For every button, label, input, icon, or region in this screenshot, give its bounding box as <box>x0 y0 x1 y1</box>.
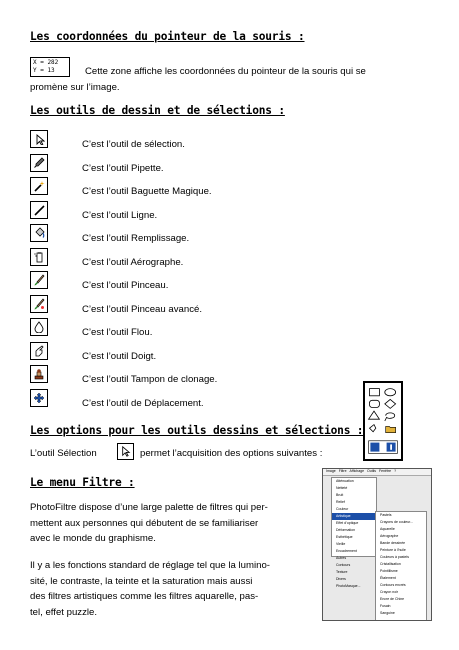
tool-button-finger[interactable] <box>30 342 48 360</box>
tool-button-fill-bucket[interactable] <box>30 224 48 242</box>
artistique-submenu-item[interactable]: Pointillisme <box>380 569 398 573</box>
filter-menu-item[interactable]: Bruit <box>336 493 344 497</box>
filter-menu-screenshot <box>322 468 432 621</box>
filter-menu-item[interactable]: Encadrement <box>336 549 357 553</box>
artistique-submenu-item[interactable]: Encre de Chine <box>380 597 405 601</box>
folder-icon <box>386 426 396 432</box>
filter-menu-item[interactable]: Netteté <box>336 486 348 490</box>
line-icon <box>33 204 45 216</box>
clone-stamp-icon <box>33 368 45 380</box>
artistique-submenu-item[interactable]: Sanguine <box>380 611 395 615</box>
artistique-submenu-item[interactable]: Contours encrés <box>380 583 406 587</box>
tool-label: C’est l’outil Pipette. <box>82 162 164 174</box>
artistique-submenu <box>375 511 427 621</box>
coord-x: X = 282 <box>33 59 59 66</box>
airbrush-icon <box>33 251 45 263</box>
artistique-submenu-item[interactable]: Aquarelle <box>380 527 395 531</box>
fill-bucket-icon <box>33 227 45 239</box>
para2-line: tel, effet puzzle. <box>30 606 98 618</box>
tool-button-magic-wand[interactable] <box>30 177 48 195</box>
tool-button-airbrush[interactable] <box>30 248 48 266</box>
menu-bar-item: Fenêtre <box>379 469 392 473</box>
filter-menu-item[interactable]: Couleur <box>336 507 349 511</box>
filter-menu-item[interactable]: Divers <box>336 577 346 581</box>
filter-menu-item[interactable]: Relief <box>336 500 345 504</box>
menu-bar-item: Image <box>326 469 336 473</box>
filter-paragraph-1 <box>30 500 320 547</box>
pipette-icon <box>33 157 45 169</box>
tool-button-selection-arrow[interactable] <box>30 130 48 148</box>
section-title-tools: Les outils de dessin et de sélections : <box>30 104 285 117</box>
finger-icon <box>33 345 45 357</box>
filter-menu-item[interactable]: Atténuation <box>336 479 354 483</box>
filter-menu-item[interactable]: PhotoMasque... <box>336 584 361 588</box>
tool-label: C’est l’outil de sélection. <box>82 139 185 150</box>
filter-menu-item[interactable]: Déformation <box>336 528 356 532</box>
blur-drop-icon <box>33 321 45 333</box>
filter-menu-item[interactable]: Contours <box>336 563 351 567</box>
advanced-brush-icon <box>33 298 45 310</box>
tool-label: C’est l’outil Pinceau. <box>82 280 169 291</box>
tool-label: C’est l’outil Doigt. <box>82 350 157 362</box>
coordinates-display <box>30 57 70 77</box>
artistique-submenu-item[interactable]: Cristallisation <box>380 562 401 566</box>
tool-button-blur-drop[interactable] <box>30 318 48 336</box>
tool-label: C’est l’outil Flou. <box>82 327 153 338</box>
move-icon <box>33 392 45 404</box>
filter-menu-item[interactable]: Texture <box>336 570 348 574</box>
artistique-submenu-item[interactable]: Fusain <box>380 604 391 608</box>
selection-tool-button[interactable] <box>117 443 134 460</box>
magic-wand-icon <box>33 180 45 192</box>
filter-menu-item[interactable]: Autres <box>336 556 347 560</box>
menu-bar-item: Affichage <box>349 469 365 473</box>
tool-button-line[interactable] <box>30 201 48 219</box>
para2-line: des filtres artistiques comme les filtres aquarelle, pas- <box>30 591 259 602</box>
menu-bar-item: Filtre <box>338 469 347 473</box>
brush-icon <box>33 274 45 286</box>
artistique-submenu-item[interactable]: Aérographe <box>380 534 399 538</box>
para1-line: mettent aux personnes qui débutent de se familiariser <box>30 517 259 529</box>
para1-line: PhotoFiltre dispose d’une large palette de filtres qui per- <box>30 502 268 513</box>
tool-button-advanced-brush[interactable] <box>30 295 48 313</box>
tool-label: C’est l’outil Remplissage. <box>82 233 190 244</box>
filter-paragraph-2 <box>30 558 320 620</box>
artistique-submenu-item[interactable]: Pastels <box>380 513 392 517</box>
coordinates-desc-line2: promène sur l’image. <box>30 82 120 93</box>
selection-arrow-icon <box>118 444 133 459</box>
tool-label: C’est l’outil Ligne. <box>82 209 158 221</box>
tool-button-brush[interactable] <box>30 271 48 289</box>
artistique-submenu-item[interactable]: Peinture à l’huile <box>380 548 406 552</box>
para2-line: sité, le contraste, la teinte et la saturation mais aussi <box>30 575 253 587</box>
filter-menu-dropdown <box>331 477 377 588</box>
tool-label: C’est l’outil Tampon de clonage. <box>82 374 218 385</box>
tool-label: C’est l’outil Aérographe. <box>82 256 184 268</box>
shape-options-toolbox <box>363 381 403 461</box>
section-title-filter-menu: Le menu Filtre : <box>30 476 135 489</box>
filter-menu-item[interactable]: Artistique <box>332 513 376 520</box>
selection-arrow-icon <box>33 133 45 145</box>
filter-menu-item[interactable]: Effet d’optique <box>336 521 359 525</box>
artistique-submenu-item[interactable]: Étalement <box>380 576 396 580</box>
tool-button-move[interactable] <box>30 389 48 407</box>
artistique-submenu-item[interactable]: Bande dessinée <box>380 541 406 545</box>
coord-y: Y = 13 <box>33 67 55 74</box>
tool-button-pipette[interactable] <box>30 154 48 172</box>
filter-menu-item[interactable]: Esthétique <box>336 535 353 539</box>
para1-line: avec le monde du graphisme. <box>30 533 156 544</box>
tool-button-clone-stamp[interactable] <box>30 365 48 383</box>
filter-menu-item[interactable]: Vieille <box>336 542 346 546</box>
para2-line: Il y a les fonctions standard de réglage tel que la lumino- <box>30 560 270 571</box>
menu-bar-item: Outils <box>367 469 376 473</box>
section-title-options: Les options pour les outils dessins et sélections : <box>30 424 364 437</box>
artistique-submenu-item[interactable]: Crayons de couleur... <box>380 520 414 524</box>
tool-label: C’est l’outil Baguette Magique. <box>82 186 212 197</box>
coordinates-desc-line1: Cette zone affiche les coordonnées du pointeur de la souris qui se <box>85 66 366 77</box>
tool-label: C’est l’outil Pinceau avancé. <box>82 303 202 315</box>
menu-bar <box>323 469 431 476</box>
tool-label: C’est l’outil de Déplacement. <box>82 397 204 409</box>
artistique-submenu-item[interactable]: Crayon noir <box>380 590 399 594</box>
section-title-coordinates: Les coordonnées du pointeur de la souris : <box>30 30 305 43</box>
options-text-after: permet l’acquisition des options suivantes : <box>140 448 323 459</box>
artistique-submenu-item[interactable]: Couleurs à pastels <box>380 555 409 559</box>
menu-bar-item: ? <box>394 469 397 473</box>
selection-mode-icon <box>370 443 379 452</box>
options-text-before: L’outil Sélection <box>30 448 97 459</box>
